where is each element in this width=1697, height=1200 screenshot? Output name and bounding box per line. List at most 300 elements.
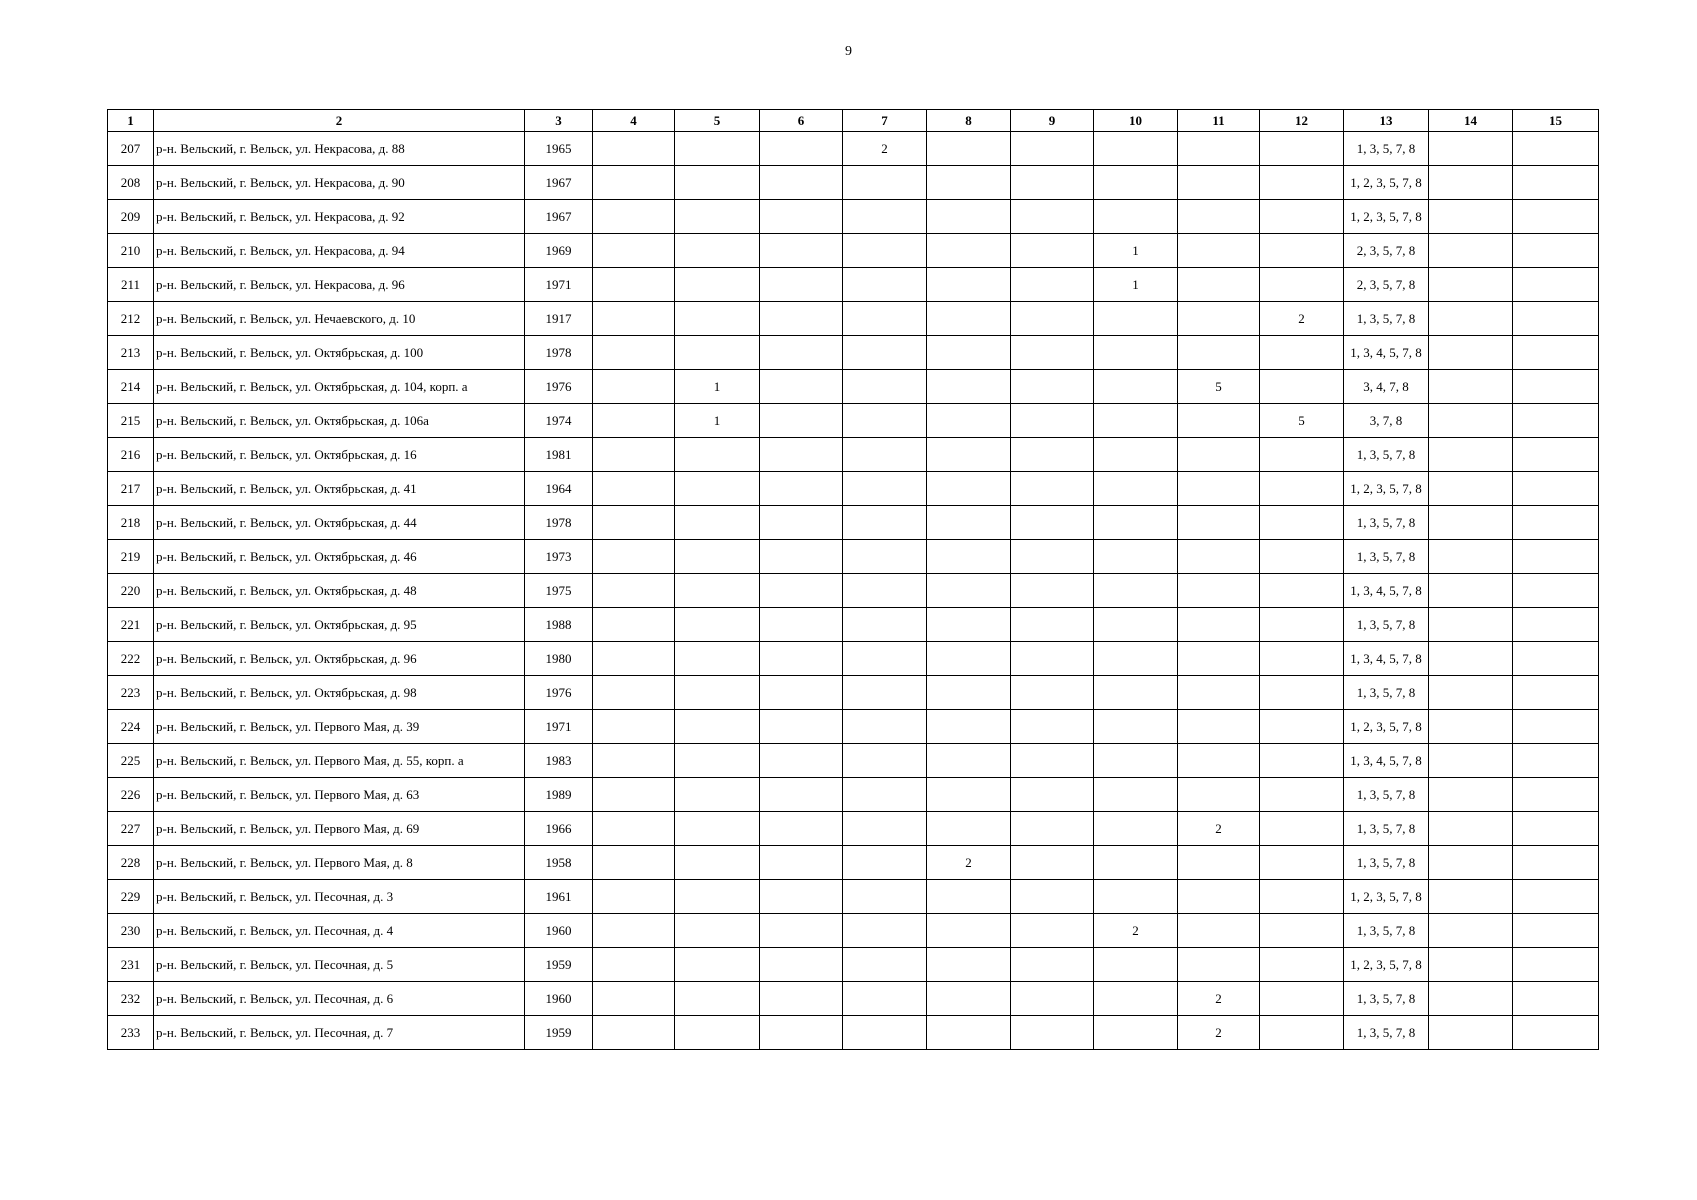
table-cell-col-10 <box>1094 982 1178 1016</box>
table-cell-col-2: р-н. Вельский, г. Вельск, ул. Октябрьская, д. 48 <box>154 574 525 608</box>
table-cell-col-4 <box>593 812 675 846</box>
table-cell-col-8 <box>927 506 1011 540</box>
table-cell-col-9 <box>1011 166 1094 200</box>
table-cell-col-11 <box>1178 404 1260 438</box>
table-cell-col-4 <box>593 166 675 200</box>
table-cell-col-5 <box>675 132 760 166</box>
table-cell-col-15 <box>1513 948 1599 982</box>
table-cell-col-1: 227 <box>108 812 154 846</box>
table-cell-col-12: 5 <box>1260 404 1344 438</box>
table-cell-col-6 <box>760 472 843 506</box>
table-row <box>108 1016 1599 1050</box>
table-cell-col-7 <box>843 778 927 812</box>
table-cell-col-14 <box>1429 268 1513 302</box>
table-cell-col-7 <box>843 812 927 846</box>
table-cell-col-3: 1967 <box>525 166 593 200</box>
table-cell-col-2: р-н. Вельский, г. Вельск, ул. Первого Мая, д. 39 <box>154 710 525 744</box>
table-cell-col-3: 1971 <box>525 268 593 302</box>
table-cell-col-13: 1, 3, 5, 7, 8 <box>1344 1016 1429 1050</box>
table-cell-col-6 <box>760 642 843 676</box>
table-cell-col-5 <box>675 234 760 268</box>
table-cell-col-5 <box>675 302 760 336</box>
column-header-4: 4 <box>593 110 675 132</box>
column-header-1: 1 <box>108 110 154 132</box>
table-row <box>108 268 1599 302</box>
table-cell-col-3: 1959 <box>525 948 593 982</box>
table-cell-col-4 <box>593 608 675 642</box>
table-cell-col-1: 215 <box>108 404 154 438</box>
column-header-13: 13 <box>1344 110 1429 132</box>
table-cell-col-13: 1, 2, 3, 5, 7, 8 <box>1344 166 1429 200</box>
table-cell-col-15 <box>1513 608 1599 642</box>
column-header-10: 10 <box>1094 110 1178 132</box>
table-cell-col-6 <box>760 540 843 574</box>
table-cell-col-6 <box>760 948 843 982</box>
table-cell-col-8 <box>927 234 1011 268</box>
table-row <box>108 200 1599 234</box>
table-cell-col-15 <box>1513 812 1599 846</box>
table-cell-col-3: 1965 <box>525 132 593 166</box>
table-cell-col-4 <box>593 506 675 540</box>
table-cell-col-12 <box>1260 642 1344 676</box>
table-cell-col-8 <box>927 676 1011 710</box>
table-cell-col-2: р-н. Вельский, г. Вельск, ул. Песочная, д. 7 <box>154 1016 525 1050</box>
table-cell-col-11 <box>1178 914 1260 948</box>
table-cell-col-14 <box>1429 540 1513 574</box>
table-cell-col-6 <box>760 166 843 200</box>
table-cell-col-11 <box>1178 778 1260 812</box>
table-cell-col-12 <box>1260 982 1344 1016</box>
table-header <box>108 110 1599 132</box>
table-cell-col-6 <box>760 302 843 336</box>
table-cell-col-9 <box>1011 302 1094 336</box>
table-cell-col-9 <box>1011 404 1094 438</box>
table-cell-col-13: 1, 2, 3, 5, 7, 8 <box>1344 200 1429 234</box>
table-cell-col-8 <box>927 812 1011 846</box>
table-cell-col-5 <box>675 268 760 302</box>
table-cell-col-7 <box>843 540 927 574</box>
table-cell-col-4 <box>593 982 675 1016</box>
table-cell-col-11 <box>1178 234 1260 268</box>
table-cell-col-15 <box>1513 438 1599 472</box>
table-cell-col-8 <box>927 982 1011 1016</box>
table-cell-col-6 <box>760 200 843 234</box>
table-row <box>108 880 1599 914</box>
table-row <box>108 778 1599 812</box>
table-cell-col-9 <box>1011 778 1094 812</box>
table-cell-col-13: 1, 3, 5, 7, 8 <box>1344 982 1429 1016</box>
table-row <box>108 302 1599 336</box>
table-cell-col-2: р-н. Вельский, г. Вельск, ул. Некрасова, д. 90 <box>154 166 525 200</box>
table-cell-col-15 <box>1513 506 1599 540</box>
table-cell-col-14 <box>1429 472 1513 506</box>
table-cell-col-3: 1966 <box>525 812 593 846</box>
table-cell-col-2: р-н. Вельский, г. Вельск, ул. Песочная, д. 6 <box>154 982 525 1016</box>
column-header-12: 12 <box>1260 110 1344 132</box>
table-cell-col-11 <box>1178 608 1260 642</box>
table-cell-col-12 <box>1260 710 1344 744</box>
table-cell-col-13: 1, 3, 4, 5, 7, 8 <box>1344 574 1429 608</box>
table-cell-col-1: 217 <box>108 472 154 506</box>
table-cell-col-10 <box>1094 506 1178 540</box>
table-cell-col-5 <box>675 812 760 846</box>
table-cell-col-4 <box>593 948 675 982</box>
table-cell-col-14 <box>1429 370 1513 404</box>
table-cell-col-10 <box>1094 166 1178 200</box>
table-cell-col-5 <box>675 200 760 234</box>
table-cell-col-1: 221 <box>108 608 154 642</box>
table-cell-col-3: 1973 <box>525 540 593 574</box>
table-cell-col-13: 1, 3, 5, 7, 8 <box>1344 506 1429 540</box>
table-cell-col-3: 1975 <box>525 574 593 608</box>
table-cell-col-2: р-н. Вельский, г. Вельск, ул. Первого Мая, д. 63 <box>154 778 525 812</box>
table-cell-col-12 <box>1260 166 1344 200</box>
table-cell-col-12 <box>1260 506 1344 540</box>
table-cell-col-6 <box>760 676 843 710</box>
table-cell-col-8 <box>927 880 1011 914</box>
table-cell-col-7 <box>843 438 927 472</box>
table-cell-col-9 <box>1011 370 1094 404</box>
table-cell-col-5 <box>675 540 760 574</box>
table-cell-col-13: 1, 3, 5, 7, 8 <box>1344 914 1429 948</box>
table-cell-col-1: 213 <box>108 336 154 370</box>
table-cell-col-2: р-н. Вельский, г. Вельск, ул. Октябрьская, д. 100 <box>154 336 525 370</box>
table-cell-col-1: 210 <box>108 234 154 268</box>
table-cell-col-3: 1959 <box>525 1016 593 1050</box>
table-cell-col-12 <box>1260 268 1344 302</box>
table-cell-col-5 <box>675 880 760 914</box>
table-cell-col-3: 1964 <box>525 472 593 506</box>
table-cell-col-8 <box>927 438 1011 472</box>
table-cell-col-15 <box>1513 642 1599 676</box>
page-number: 9 <box>845 44 852 59</box>
column-header-2: 2 <box>154 110 525 132</box>
table-cell-col-14 <box>1429 302 1513 336</box>
table-cell-col-7 <box>843 370 927 404</box>
table-cell-col-9 <box>1011 574 1094 608</box>
table-cell-col-5 <box>675 1016 760 1050</box>
table-cell-col-14 <box>1429 404 1513 438</box>
table-cell-col-4 <box>593 778 675 812</box>
table-cell-col-1: 233 <box>108 1016 154 1050</box>
table-cell-col-7 <box>843 336 927 370</box>
table-cell-col-8 <box>927 370 1011 404</box>
table-cell-col-14 <box>1429 778 1513 812</box>
table-cell-col-3: 1989 <box>525 778 593 812</box>
table-cell-col-12 <box>1260 948 1344 982</box>
table-cell-col-9 <box>1011 472 1094 506</box>
table-cell-col-7 <box>843 982 927 1016</box>
table-cell-col-12: 2 <box>1260 302 1344 336</box>
table-cell-col-5 <box>675 608 760 642</box>
table-cell-col-12 <box>1260 370 1344 404</box>
table-cell-col-15 <box>1513 234 1599 268</box>
table-cell-col-6 <box>760 234 843 268</box>
table-row <box>108 506 1599 540</box>
table-row <box>108 472 1599 506</box>
table-cell-col-5: 1 <box>675 404 760 438</box>
table-cell-col-15 <box>1513 982 1599 1016</box>
table-cell-col-6 <box>760 778 843 812</box>
table-cell-col-9 <box>1011 268 1094 302</box>
table-cell-col-7 <box>843 948 927 982</box>
table-cell-col-11 <box>1178 302 1260 336</box>
table-cell-col-3: 1960 <box>525 914 593 948</box>
table-cell-col-10 <box>1094 778 1178 812</box>
table-cell-col-2: р-н. Вельский, г. Вельск, ул. Октябрьская, д. 98 <box>154 676 525 710</box>
table-cell-col-12 <box>1260 778 1344 812</box>
table-cell-col-10: 1 <box>1094 268 1178 302</box>
table-cell-col-2: р-н. Вельский, г. Вельск, ул. Октябрьская, д. 96 <box>154 642 525 676</box>
table-cell-col-8 <box>927 574 1011 608</box>
table-cell-col-11 <box>1178 132 1260 166</box>
table-cell-col-13: 1, 3, 5, 7, 8 <box>1344 302 1429 336</box>
table-cell-col-14 <box>1429 948 1513 982</box>
table-cell-col-12 <box>1260 744 1344 778</box>
table-cell-col-9 <box>1011 710 1094 744</box>
table-cell-col-11 <box>1178 472 1260 506</box>
table-cell-col-6 <box>760 982 843 1016</box>
table-cell-col-4 <box>593 132 675 166</box>
table-cell-col-9 <box>1011 1016 1094 1050</box>
table-cell-col-10 <box>1094 608 1178 642</box>
table-cell-col-11 <box>1178 574 1260 608</box>
table-cell-col-12 <box>1260 608 1344 642</box>
table-cell-col-11 <box>1178 166 1260 200</box>
table-cell-col-7 <box>843 234 927 268</box>
table-cell-col-13: 1, 3, 5, 7, 8 <box>1344 676 1429 710</box>
table-cell-col-9 <box>1011 642 1094 676</box>
table-cell-col-1: 214 <box>108 370 154 404</box>
table-cell-col-12 <box>1260 812 1344 846</box>
table-cell-col-15 <box>1513 676 1599 710</box>
table-cell-col-15 <box>1513 132 1599 166</box>
table-cell-col-13: 1, 3, 5, 7, 8 <box>1344 846 1429 880</box>
table-cell-col-5 <box>675 506 760 540</box>
table-cell-col-10 <box>1094 676 1178 710</box>
table-cell-col-15 <box>1513 302 1599 336</box>
table-cell-col-10: 1 <box>1094 234 1178 268</box>
table-cell-col-8 <box>927 948 1011 982</box>
table-cell-col-4 <box>593 540 675 574</box>
table-row <box>108 540 1599 574</box>
table-cell-col-9 <box>1011 982 1094 1016</box>
table-cell-col-15 <box>1513 404 1599 438</box>
table-cell-col-14 <box>1429 200 1513 234</box>
table-cell-col-11 <box>1178 846 1260 880</box>
table-cell-col-9 <box>1011 880 1094 914</box>
table-row <box>108 404 1599 438</box>
table-row <box>108 370 1599 404</box>
table-cell-col-3: 1976 <box>525 370 593 404</box>
table-cell-col-12 <box>1260 472 1344 506</box>
table-cell-col-7 <box>843 676 927 710</box>
table-cell-col-1: 216 <box>108 438 154 472</box>
register-table <box>107 109 1599 1050</box>
table-cell-col-1: 231 <box>108 948 154 982</box>
table-cell-col-4 <box>593 234 675 268</box>
table-cell-col-15 <box>1513 370 1599 404</box>
table-body <box>108 132 1599 1050</box>
table-cell-col-11 <box>1178 710 1260 744</box>
table-cell-col-4 <box>593 1016 675 1050</box>
table-cell-col-9 <box>1011 200 1094 234</box>
table-row <box>108 336 1599 370</box>
table-cell-col-6 <box>760 710 843 744</box>
table-cell-col-1: 225 <box>108 744 154 778</box>
table-cell-col-11 <box>1178 948 1260 982</box>
column-header-9: 9 <box>1011 110 1094 132</box>
table-cell-col-1: 219 <box>108 540 154 574</box>
table-cell-col-15 <box>1513 574 1599 608</box>
table-cell-col-7 <box>843 166 927 200</box>
table-cell-col-13: 1, 3, 5, 7, 8 <box>1344 812 1429 846</box>
table-cell-col-1: 228 <box>108 846 154 880</box>
table-cell-col-1: 224 <box>108 710 154 744</box>
table-cell-col-9 <box>1011 608 1094 642</box>
table-cell-col-6 <box>760 608 843 642</box>
table-cell-col-14 <box>1429 438 1513 472</box>
table-cell-col-10 <box>1094 846 1178 880</box>
table-cell-col-12 <box>1260 540 1344 574</box>
table-cell-col-10 <box>1094 540 1178 574</box>
table-cell-col-3: 1978 <box>525 506 593 540</box>
table-cell-col-5 <box>675 642 760 676</box>
table-cell-col-9 <box>1011 812 1094 846</box>
table-cell-col-14 <box>1429 166 1513 200</box>
table-cell-col-5 <box>675 778 760 812</box>
table-cell-col-5 <box>675 574 760 608</box>
table-cell-col-1: 226 <box>108 778 154 812</box>
table-cell-col-10 <box>1094 370 1178 404</box>
table-cell-col-8 <box>927 302 1011 336</box>
table-cell-col-7 <box>843 1016 927 1050</box>
column-header-5: 5 <box>675 110 760 132</box>
table-cell-col-13: 1, 3, 5, 7, 8 <box>1344 540 1429 574</box>
table-cell-col-3: 1961 <box>525 880 593 914</box>
table-cell-col-2: р-н. Вельский, г. Вельск, ул. Первого Мая, д. 8 <box>154 846 525 880</box>
table-cell-col-10 <box>1094 880 1178 914</box>
table-cell-col-12 <box>1260 438 1344 472</box>
table-cell-col-11: 2 <box>1178 812 1260 846</box>
table-cell-col-11 <box>1178 642 1260 676</box>
table-cell-col-2: р-н. Вельский, г. Вельск, ул. Октябрьская, д. 16 <box>154 438 525 472</box>
table-cell-col-10 <box>1094 404 1178 438</box>
table-row <box>108 812 1599 846</box>
table-row <box>108 438 1599 472</box>
table-cell-col-14 <box>1429 914 1513 948</box>
table-cell-col-7 <box>843 200 927 234</box>
table-cell-col-2: р-н. Вельский, г. Вельск, ул. Октябрьская, д. 95 <box>154 608 525 642</box>
table-cell-col-6 <box>760 846 843 880</box>
table-cell-col-4 <box>593 880 675 914</box>
table-cell-col-6 <box>760 404 843 438</box>
table-cell-col-9 <box>1011 914 1094 948</box>
table-cell-col-1: 230 <box>108 914 154 948</box>
table-cell-col-1: 208 <box>108 166 154 200</box>
table-cell-col-8 <box>927 132 1011 166</box>
column-header-6: 6 <box>760 110 843 132</box>
table-cell-col-8 <box>927 1016 1011 1050</box>
table-cell-col-10 <box>1094 642 1178 676</box>
column-header-15: 15 <box>1513 110 1599 132</box>
table-cell-col-5 <box>675 914 760 948</box>
table-cell-col-14 <box>1429 1016 1513 1050</box>
table-cell-col-13: 1, 3, 5, 7, 8 <box>1344 778 1429 812</box>
table-row <box>108 132 1599 166</box>
table-cell-col-11 <box>1178 540 1260 574</box>
table-row <box>108 710 1599 744</box>
table-cell-col-14 <box>1429 676 1513 710</box>
table-cell-col-15 <box>1513 880 1599 914</box>
table-cell-col-2: р-н. Вельский, г. Вельск, ул. Некрасова, д. 96 <box>154 268 525 302</box>
table-cell-col-8 <box>927 710 1011 744</box>
table-cell-col-14 <box>1429 608 1513 642</box>
table-cell-col-12 <box>1260 880 1344 914</box>
table-cell-col-13: 1, 2, 3, 5, 7, 8 <box>1344 948 1429 982</box>
table-cell-col-15 <box>1513 336 1599 370</box>
table-cell-col-3: 1980 <box>525 642 593 676</box>
table-cell-col-12 <box>1260 200 1344 234</box>
table-cell-col-7 <box>843 642 927 676</box>
table-cell-col-3: 1971 <box>525 710 593 744</box>
table-cell-col-15 <box>1513 472 1599 506</box>
table-cell-col-2: р-н. Вельский, г. Вельск, ул. Некрасова, д. 88 <box>154 132 525 166</box>
table-cell-col-14 <box>1429 812 1513 846</box>
table-cell-col-14 <box>1429 710 1513 744</box>
table-cell-col-9 <box>1011 744 1094 778</box>
table-cell-col-2: р-н. Вельский, г. Вельск, ул. Некрасова, д. 92 <box>154 200 525 234</box>
table-cell-col-2: р-н. Вельский, г. Вельск, ул. Нечаевского, д. 10 <box>154 302 525 336</box>
table-row <box>108 574 1599 608</box>
table-cell-col-7 <box>843 506 927 540</box>
table-cell-col-15 <box>1513 778 1599 812</box>
table-cell-col-11: 2 <box>1178 982 1260 1016</box>
table-cell-col-7 <box>843 472 927 506</box>
table-cell-col-3: 1978 <box>525 336 593 370</box>
table-cell-col-2: р-н. Вельский, г. Вельск, ул. Песочная, д. 4 <box>154 914 525 948</box>
table-cell-col-9 <box>1011 948 1094 982</box>
table-cell-col-10 <box>1094 132 1178 166</box>
table-cell-col-14 <box>1429 982 1513 1016</box>
table-row <box>108 166 1599 200</box>
table-cell-col-8 <box>927 268 1011 302</box>
table-row <box>108 642 1599 676</box>
table-cell-col-12 <box>1260 336 1344 370</box>
table-cell-col-7: 2 <box>843 132 927 166</box>
table-cell-col-14 <box>1429 506 1513 540</box>
table-cell-col-14 <box>1429 234 1513 268</box>
table-cell-col-3: 1988 <box>525 608 593 642</box>
table-cell-col-1: 209 <box>108 200 154 234</box>
table-cell-col-9 <box>1011 846 1094 880</box>
table-cell-col-4 <box>593 268 675 302</box>
table-cell-col-9 <box>1011 438 1094 472</box>
table-cell-col-6 <box>760 880 843 914</box>
table-cell-col-11 <box>1178 506 1260 540</box>
table-cell-col-2: р-н. Вельский, г. Вельск, ул. Октябрьская, д. 46 <box>154 540 525 574</box>
table-cell-col-4 <box>593 336 675 370</box>
table-cell-col-6 <box>760 744 843 778</box>
table-cell-col-15 <box>1513 540 1599 574</box>
table-cell-col-8 <box>927 778 1011 812</box>
table-cell-col-15 <box>1513 268 1599 302</box>
column-header-11: 11 <box>1178 110 1260 132</box>
table-cell-col-10 <box>1094 710 1178 744</box>
table-cell-col-2: р-н. Вельский, г. Вельск, ул. Октябрьская, д. 41 <box>154 472 525 506</box>
table-cell-col-7 <box>843 608 927 642</box>
table-cell-col-5: 1 <box>675 370 760 404</box>
